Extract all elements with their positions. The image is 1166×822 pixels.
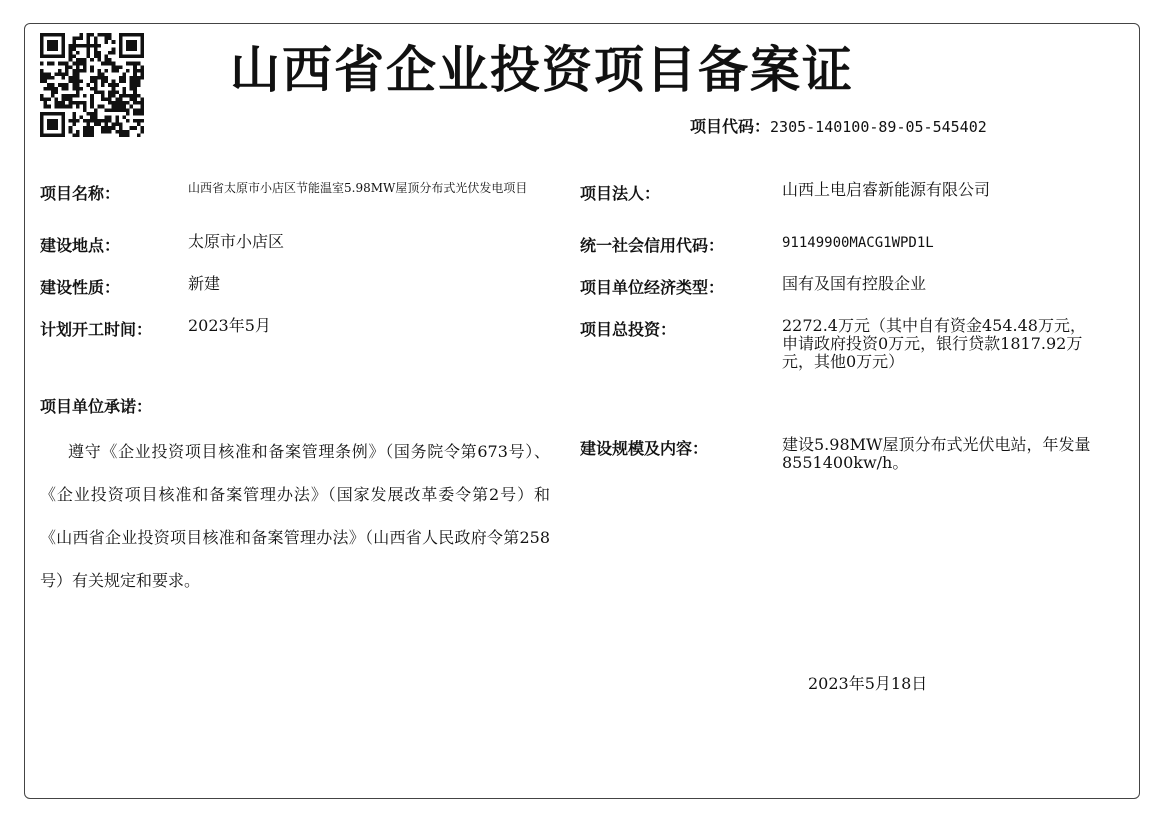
project-code-value: 2305-140100-89-05-545402	[770, 118, 987, 136]
location-value: 太原市小店区	[188, 232, 285, 251]
legal-person-label: 项目法人：	[580, 184, 661, 203]
certificate-border	[24, 23, 1140, 799]
project-code-label: 项目代码：	[690, 117, 771, 136]
construction-nature-label: 建设性质：	[40, 278, 121, 297]
project-name-value: 山西省太原市小店区节能温室5.98MW屋顶分布式光伏发电项目	[188, 181, 528, 195]
credit-code-label: 统一社会信用代码：	[580, 236, 725, 255]
qr-code-icon	[40, 33, 144, 137]
scale-label: 建设规模及内容：	[580, 439, 709, 458]
economic-type-label: 项目单位经济类型：	[580, 278, 725, 297]
pledge-text: 遵守《企业投资项目核准和备案管理条例》（国务院令第673号）、《企业投资项目核准和备案管理办法》（国家发展改革委令第2号）和《山西省企业投资项目核准和备案管理办法》（山西省人民政府令第258号）有关规定和要求。	[40, 442, 550, 590]
legal-person-value: 山西上电启睿新能源有限公司	[782, 180, 991, 199]
project-name-label: 项目名称：	[40, 184, 121, 203]
start-time-value: 2023年5月	[188, 316, 271, 335]
total-investment-value: 2272.4万元（其中自有资金454.48万元，申请政府投资0万元，银行贷款1817.92万元，其他0万元）	[782, 316, 1086, 371]
issue-date: 2023年5月18日	[808, 674, 928, 693]
project-code	[690, 114, 987, 137]
pledge-label: 项目单位承诺：	[40, 397, 153, 416]
total-investment-label: 项目总投资：	[580, 320, 677, 339]
document-title: 山西省企业投资项目备案证	[230, 41, 854, 99]
economic-type-value: 国有及国有控股企业	[782, 274, 927, 293]
credit-code-value: 91149900MACG1WPD1L	[782, 235, 934, 251]
start-time-label: 计划开工时间：	[40, 320, 153, 339]
construction-nature-value: 新建	[188, 274, 221, 293]
location-label: 建设地点：	[40, 236, 121, 255]
scale-value: 建设5.98MW屋顶分布式光伏电站，年发量8551400kw/h。	[782, 435, 1091, 472]
